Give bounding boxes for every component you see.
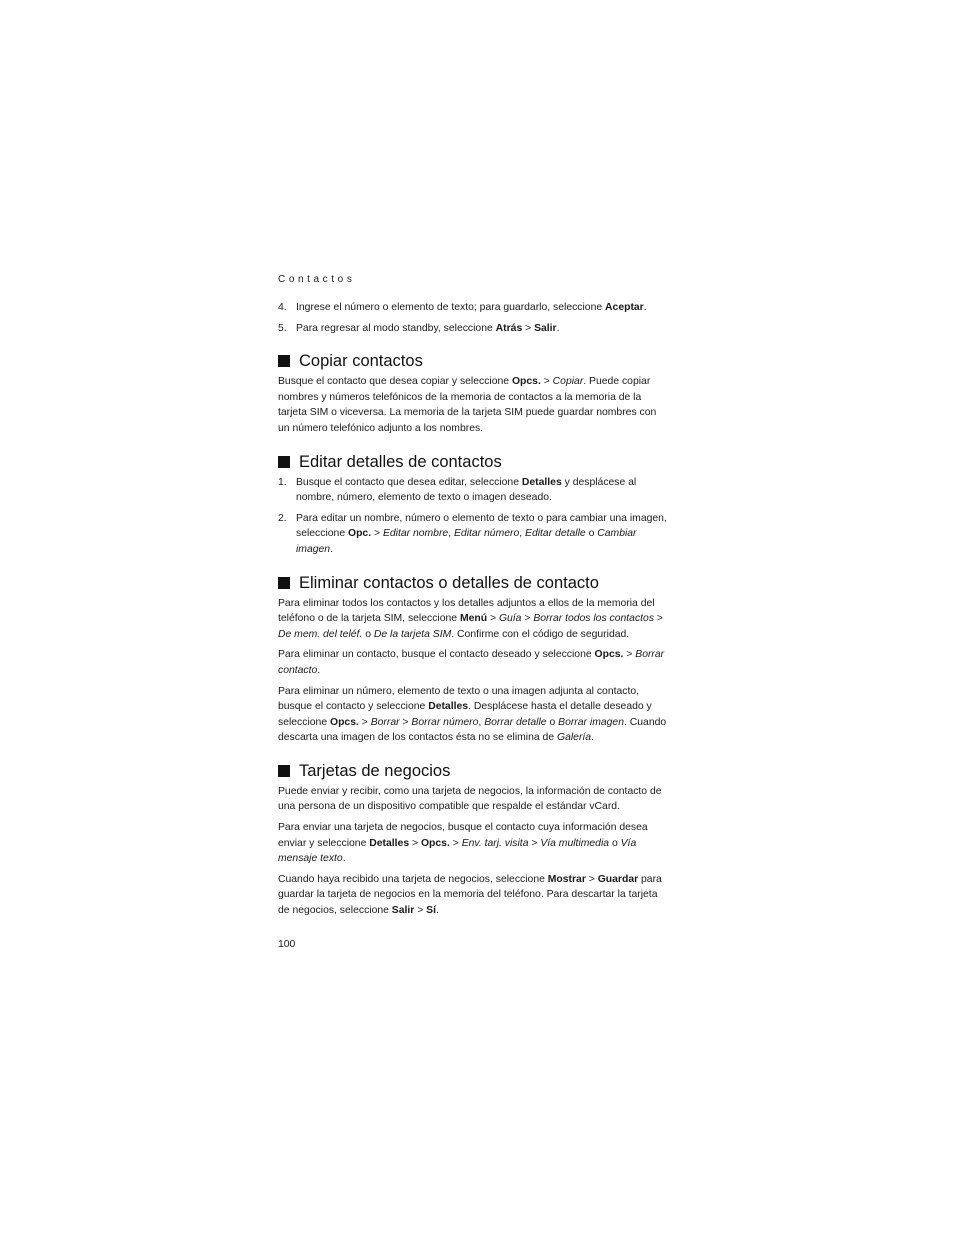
ui-term: Salir [534,322,557,334]
menu-option: Vía mensaje texto [278,837,637,865]
menu-option: Borrar número [411,716,479,728]
menu-option: Copiar [552,376,584,388]
menu-option: Galería [557,732,592,744]
intro-list [278,300,670,336]
ui-term: Aceptar [605,302,644,313]
ui-term: Opcs. [511,376,541,388]
menu-option: Editar número [453,528,520,540]
list-text: Para regresar al modo standby, seleccione Atrás > Salir. [296,322,560,334]
section-editar-detalles [278,451,670,558]
menu-option: Borrar todos los contactos [533,613,655,625]
section-heading [278,451,670,473]
paragraph: Busque el contacto que desea copiar y seleccione Opcs. > Copiar. Puede copiar nombres y números telefónicos de la memoria de contactos a la memoria de la tarjeta SIM o viceversa. La memoria de la tarjeta SIM puede guardar nombres con un número telefónico adjunto a los nombres. [278,376,657,434]
ui-term: Opcs. [329,716,359,728]
list-text: Busque el contacto que desea editar, seleccione Detalles y desplácese al nombre, número, elemento de texto o imagen deseado. [296,476,637,504]
menu-option: De la tarjeta SIM [373,628,452,640]
list-item [278,321,670,337]
list-item [278,475,670,506]
menu-option: Editar detalle [525,528,586,540]
menu-option: Env. tarj. visita [461,837,529,849]
paragraph: Puede enviar y recibir, como una tarjeta de negocios, la información de contacto de una persona de un dispositivo compatible que respalde el estándar vCard. [278,785,662,813]
list-item [278,511,670,558]
ui-term: Sí [426,905,436,917]
paragraph: Cuando haya recibido una tarjeta de negocios, seleccione Mostrar > Guardar para guardar la tarjeta de negocios en la memoria del teléfono. Para descartar la tarjeta de negocios, seleccione Salir > Sí. [278,873,662,917]
section-title: Copiar contactos [299,352,423,371]
section-copiar-contactos [278,350,670,436]
menu-option: De mem. del teléf. [278,628,363,640]
menu-option: Editar nombre [382,528,449,540]
section-tarjetas-negocios [278,760,670,919]
ui-term: Detalles [428,701,469,713]
list-text: Para editar un nombre, número o elemento de texto o para cambiar una imagen, seleccione Opc. > Editar nombre, Editar número, Editar detalle o Cambiar imagen. [296,512,667,555]
square-bullet-icon [278,765,290,777]
ui-term: Guardar [597,873,639,885]
list-number: 1. [278,476,287,488]
ui-term: Atrás [495,322,523,334]
square-bullet-icon [278,456,290,468]
section-heading [278,760,670,782]
menu-option: Vía multimedia [540,837,610,849]
section-heading [278,572,670,594]
ui-term: Opc. [347,528,372,540]
section-heading [278,350,670,372]
menu-option: Borrar detalle [484,716,547,728]
ui-term: Detalles [521,476,562,488]
square-bullet-icon [278,577,290,589]
paragraph: Para eliminar todos los contactos y los detalles adjuntos a ellos de la memoria del teléfono o de la tarjeta SIM, seleccione Menú > Guía > Borrar todos los contactos > De mem. del teléf. o De la tarjeta SIM. Confirme con el código de seguridad. [278,597,663,640]
list-item [278,300,670,316]
list-text: Ingrese el número o elemento de texto; para guardarlo, seleccione Aceptar. [296,302,647,313]
page-number: 100 [278,938,296,950]
menu-option: Guía [498,613,522,625]
menu-option: Borrar contacto [278,649,665,676]
ui-term: Salir [391,905,415,917]
paragraph: Para eliminar un número, elemento de texto o una imagen adjunta al contacto, busque el contacto y seleccione Detalles. Desplácese hasta el detalle deseado y seleccione Opcs. > Borrar > Borrar número, Borrar detalle o Borrar imagen. Cuando descarta una imagen de los contactos ésta no se elimina de Galería. [278,685,667,744]
section-title: Tarjetas de negocios [299,761,451,780]
section-title: Eliminar contactos o detalles de contacto [299,573,599,592]
section-title: Editar detalles de contactos [299,452,502,471]
list-number: 2. [278,512,287,524]
list-number: 4. [278,302,287,313]
menu-option: Cambiar imagen [296,528,637,555]
paragraph: Para enviar una tarjeta de negocios, busque el contacto cuya información desea enviar y seleccione Detalles > Opcs. > Env. tarj. visita > Vía multimedia o Vía mensaje texto. [278,822,648,865]
list-number: 5. [278,322,287,334]
paragraph: Para eliminar un contacto, busque el contacto deseado y seleccione Opcs. > Borrar contacto. [278,649,665,676]
square-bullet-icon [278,355,290,367]
ui-term: Mostrar [547,873,586,885]
section-eliminar-contactos [278,572,670,746]
menu-option: Borrar imagen [558,716,624,728]
manual-page [278,274,670,950]
running-header: Contactos [278,274,356,285]
ui-term: Opcs. [420,837,450,849]
ui-term: Menú [459,613,488,625]
ui-term: Opcs. [594,649,624,661]
ui-term: Detalles [369,837,410,849]
menu-option: Borrar [370,716,400,728]
